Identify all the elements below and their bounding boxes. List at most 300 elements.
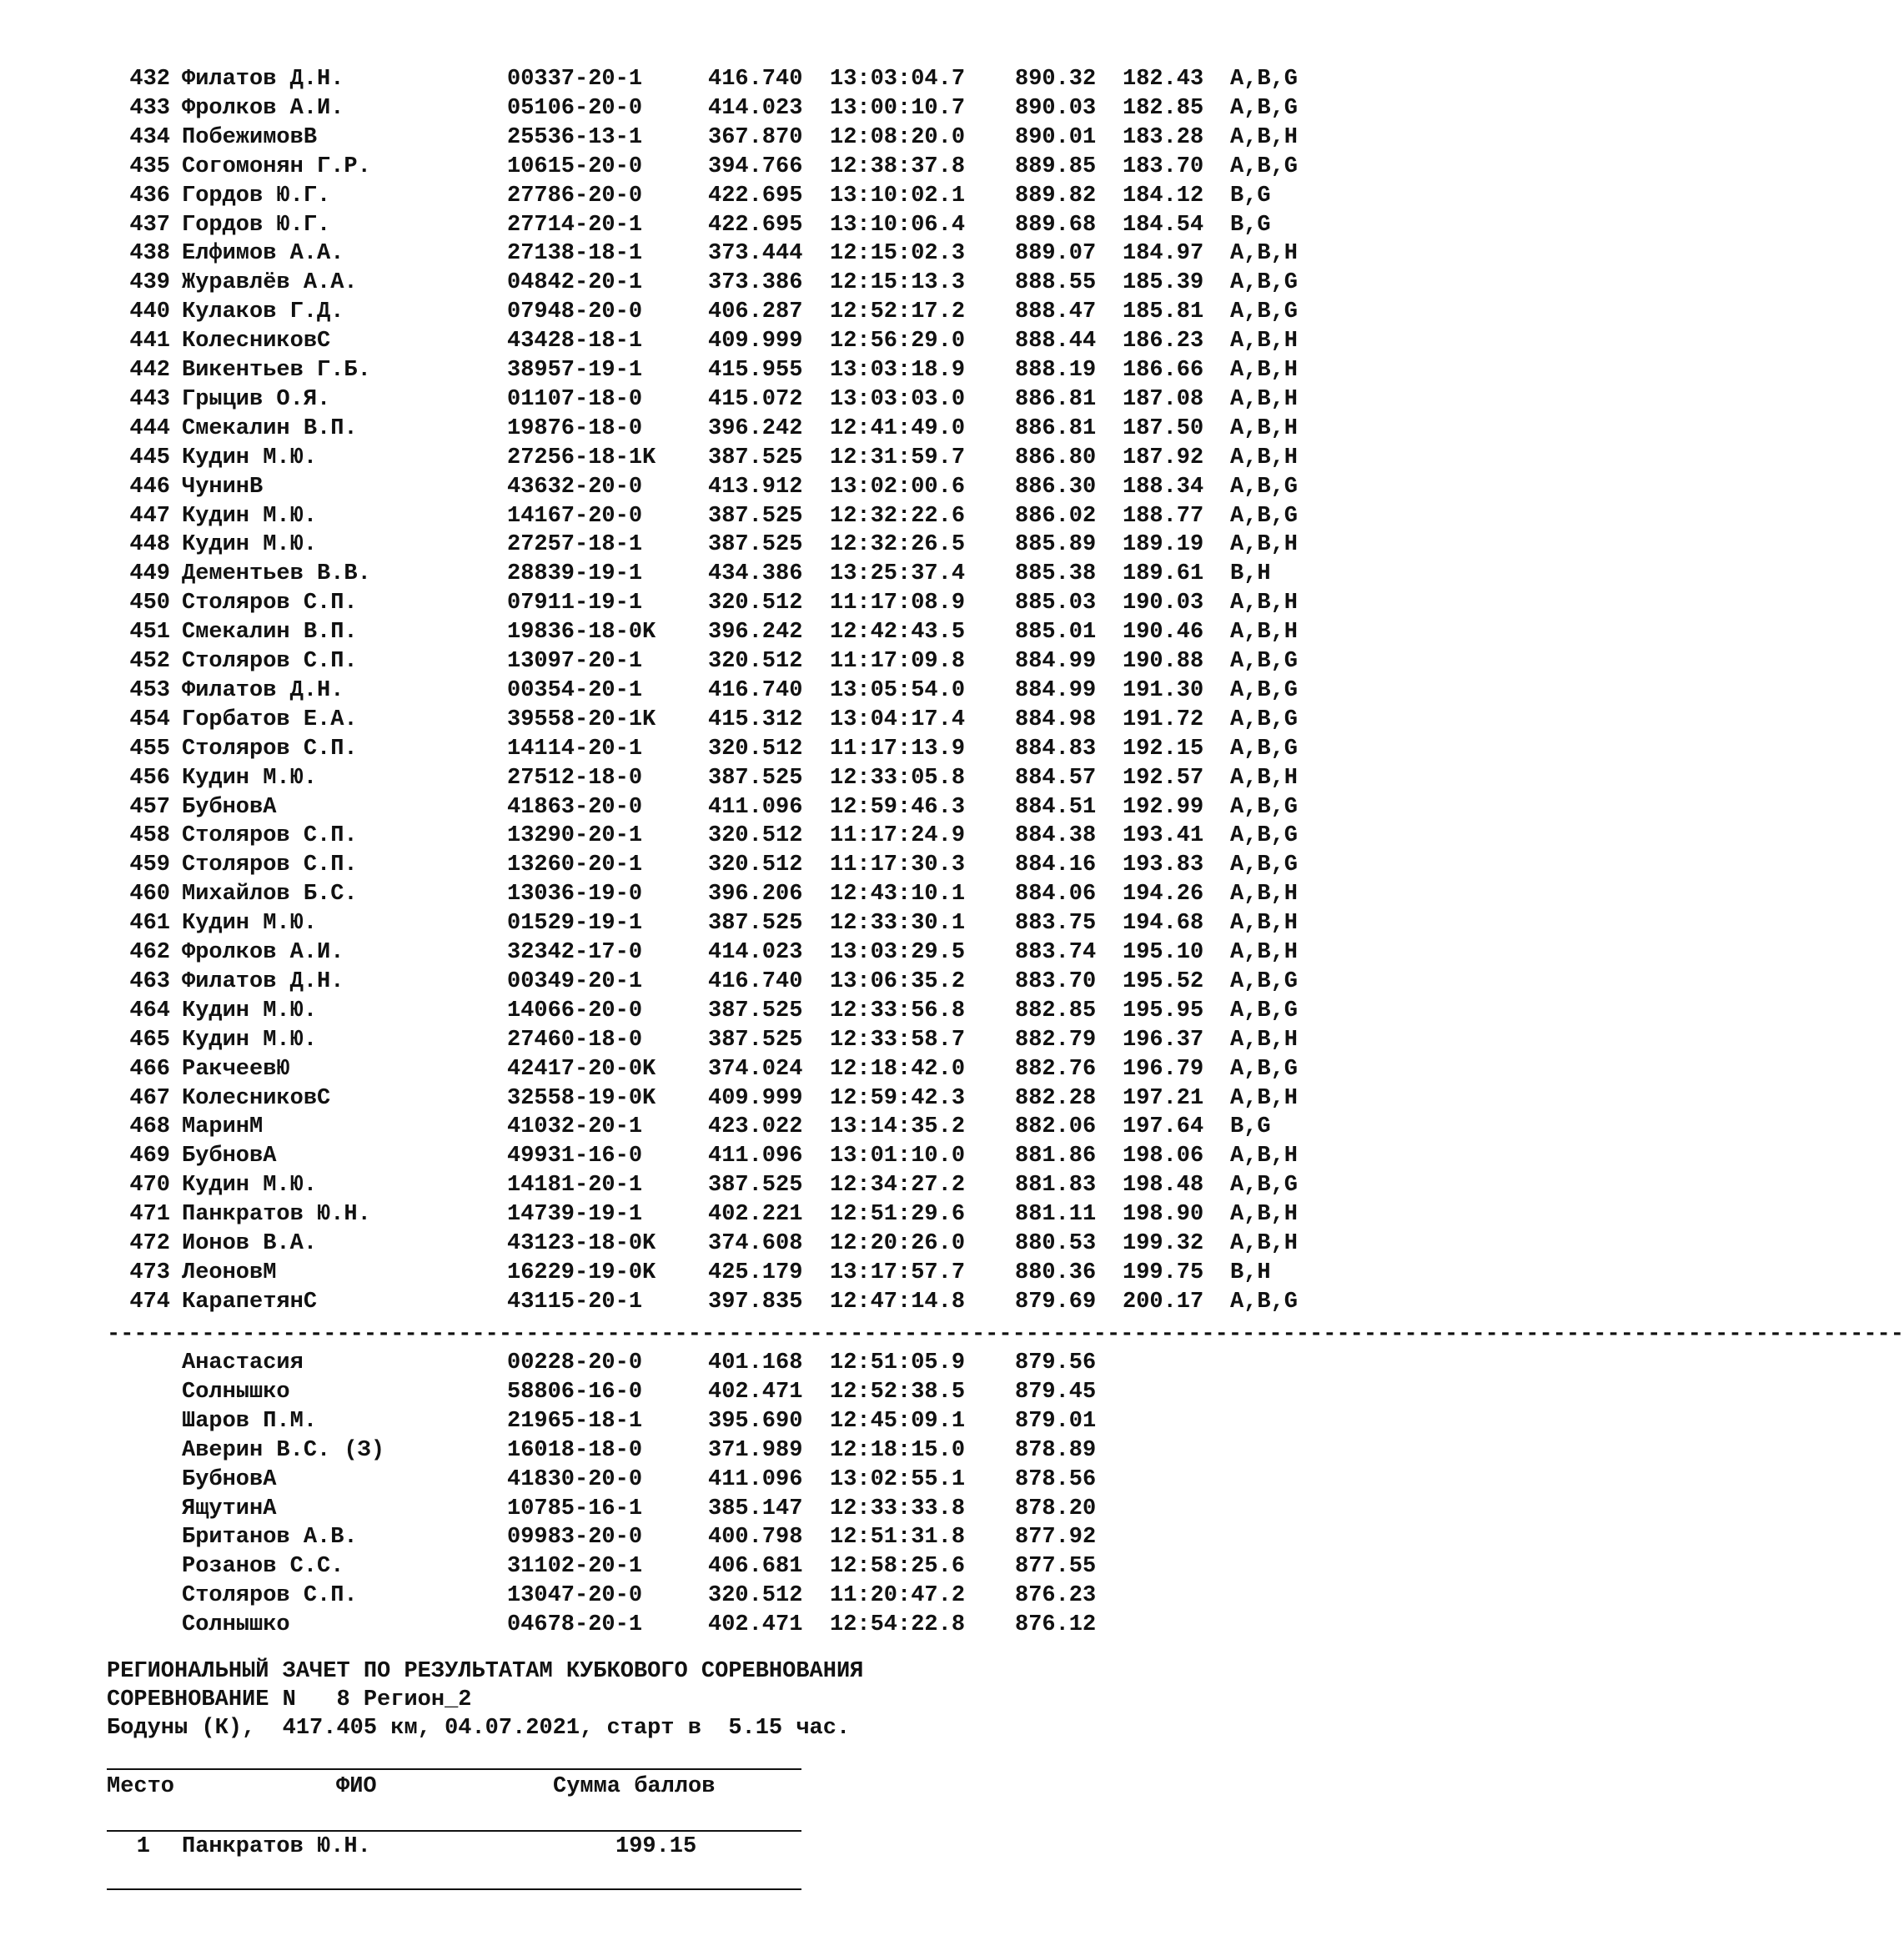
participant-name: Горбатов Е.А. [182,706,358,732]
ring-number: 14114-20-1 [507,736,643,762]
regional-fio: Панкратов Ю.Н. [182,1834,371,1859]
arrival-time: 13:17:57.7 [830,1260,966,1285]
distance: 373.444 [708,241,803,267]
distance: 415.312 [708,706,803,732]
distance: 416.740 [708,677,803,703]
place-number: 455 [129,736,170,762]
groups: A,B,G [1230,67,1299,92]
ring-number: 13047-20-0 [507,1583,643,1609]
arrival-time: 12:58:25.6 [830,1554,966,1580]
arrival-time: 13:14:35.2 [830,1114,966,1140]
ring-number: 32558-19-0K [507,1085,656,1111]
arrival-time: 12:43:10.1 [830,882,966,908]
place-number: 438 [129,241,170,267]
ring-number: 13260-20-1 [507,852,643,878]
speed: 886.30 [1015,474,1097,500]
groups: A,B,G [1230,852,1299,878]
separator-line: ------------------------------------------------------------------------------------------------------------------------------------- [107,1322,1904,1347]
points: 185.39 [1123,270,1204,296]
groups: A,B,G [1230,503,1299,529]
points: 187.08 [1123,386,1204,412]
points: 195.52 [1123,968,1204,994]
place-number: 454 [129,706,170,732]
groups: A,B,G [1230,1056,1299,1082]
speed: 885.38 [1015,561,1097,587]
points: 187.50 [1123,415,1204,441]
arrival-time: 13:04:17.4 [830,706,966,732]
participant-name: Британов А.В. [182,1525,358,1551]
arrival-time: 11:17:24.9 [830,823,966,849]
speed: 883.75 [1015,911,1097,937]
ring-number: 25536-13-1 [507,124,643,150]
distance: 411.096 [708,1144,803,1169]
regional-sum: 199.15 [615,1834,697,1859]
arrival-time: 12:18:15.0 [830,1437,966,1463]
points: 184.97 [1123,241,1204,267]
distance: 320.512 [708,1583,803,1609]
groups: A,B,H [1230,882,1299,908]
distance: 373.386 [708,270,803,296]
speed: 886.81 [1015,386,1097,412]
points: 182.43 [1123,67,1204,92]
arrival-time: 12:33:33.8 [830,1496,966,1521]
arrival-time: 13:03:04.7 [830,67,966,92]
participant-name: Шаров П.М. [182,1408,318,1434]
ring-number: 13097-20-1 [507,649,643,674]
points: 188.77 [1123,503,1204,529]
ring-number: 39558-20-1K [507,706,656,732]
column-header-place: Место [107,1774,175,1799]
arrival-time: 11:17:08.9 [830,591,966,616]
arrival-time: 12:33:58.7 [830,1027,966,1053]
distance: 396.242 [708,620,803,646]
participant-name: Столяров С.П. [182,852,358,878]
place-number: 472 [129,1231,170,1256]
participant-name: ЯщутинА [182,1496,277,1521]
groups: A,B,H [1230,765,1299,791]
place-number: 471 [129,1202,170,1228]
groups: A,B,H [1230,591,1299,616]
groups: A,B,H [1230,124,1299,150]
distance: 320.512 [708,823,803,849]
place-number: 446 [129,474,170,500]
table-rule-top [107,1768,801,1770]
place-number: 460 [129,882,170,908]
groups: A,B,G [1230,270,1299,296]
participant-name: Столяров С.П. [182,591,358,616]
ring-number: 16229-19-0K [507,1260,656,1285]
participant-name: Солнышко [182,1612,290,1638]
groups: A,B,H [1230,329,1299,354]
distance: 320.512 [708,852,803,878]
distance: 411.096 [708,1466,803,1492]
place-number: 456 [129,765,170,791]
groups: A,B,G [1230,1289,1299,1315]
participant-name: ЛеоновМ [182,1260,277,1285]
distance: 406.287 [708,299,803,325]
ring-number: 04842-20-1 [507,270,643,296]
points: 194.68 [1123,911,1204,937]
distance: 406.681 [708,1554,803,1580]
ring-number: 19836-18-0K [507,620,656,646]
participant-name: БубновА [182,794,277,820]
points: 186.66 [1123,358,1204,383]
place-number: 474 [129,1289,170,1315]
speed: 888.19 [1015,358,1097,383]
place-number: 437 [129,212,170,238]
arrival-time: 11:17:13.9 [830,736,966,762]
place-number: 462 [129,940,170,965]
distance: 387.525 [708,998,803,1023]
speed: 878.89 [1015,1437,1097,1463]
distance: 413.912 [708,474,803,500]
arrival-time: 12:34:27.2 [830,1173,966,1199]
participant-name: БубновА [182,1144,277,1169]
groups: A,B,G [1230,736,1299,762]
participant-name: Кудин М.Ю. [182,911,318,937]
participant-name: Панкратов Ю.Н. [182,1202,371,1228]
place-number: 449 [129,561,170,587]
participant-name: Викентьев Г.Б. [182,358,371,383]
place-number: 452 [129,649,170,674]
speed: 882.85 [1015,998,1097,1023]
participant-name: Кулаков Г.Д. [182,299,344,325]
ring-number: 58806-16-0 [507,1379,643,1405]
distance: 371.989 [708,1437,803,1463]
participant-name: Кудин М.Ю. [182,1027,318,1053]
speed: 876.12 [1015,1612,1097,1638]
speed: 884.51 [1015,794,1097,820]
regional-row [107,1833,801,1861]
speed: 879.56 [1015,1350,1097,1375]
distance: 374.024 [708,1056,803,1082]
speed: 880.36 [1015,1260,1097,1285]
arrival-time: 11:17:09.8 [830,649,966,674]
distance: 320.512 [708,591,803,616]
participant-name: Филатов Д.Н. [182,968,344,994]
participant-name: Филатов Д.Н. [182,677,344,703]
arrival-time: 12:33:05.8 [830,765,966,791]
ring-number: 07948-20-0 [507,299,643,325]
place-number: 464 [129,998,170,1023]
ring-number: 00337-20-1 [507,67,643,92]
points: 192.99 [1123,794,1204,820]
participant-name: Фролков А.И. [182,940,344,965]
points: 197.21 [1123,1085,1204,1111]
groups: A,B,H [1230,415,1299,441]
table-rule-header [107,1830,801,1832]
points: 187.92 [1123,445,1204,470]
speed: 881.83 [1015,1173,1097,1199]
points: 186.23 [1123,329,1204,354]
arrival-time: 13:25:37.4 [830,561,966,587]
place-number: 432 [129,67,170,92]
distance: 367.870 [708,124,803,150]
participant-name: Михайлов Б.С. [182,882,358,908]
speed: 878.20 [1015,1496,1097,1521]
speed: 879.69 [1015,1289,1097,1315]
participant-name: Столяров С.П. [182,823,358,849]
groups: A,B,G [1230,153,1299,179]
groups: A,B,H [1230,1231,1299,1256]
distance: 425.179 [708,1260,803,1285]
speed: 889.68 [1015,212,1097,238]
speed: 879.01 [1015,1408,1097,1434]
place-number: 469 [129,1144,170,1169]
groups: A,B,G [1230,968,1299,994]
points: 188.34 [1123,474,1204,500]
points: 196.79 [1123,1056,1204,1082]
arrival-time: 13:02:55.1 [830,1466,966,1492]
participant-name: Согомонян Г.Р. [182,153,371,179]
place-number: 468 [129,1114,170,1140]
distance: 415.072 [708,386,803,412]
distance: 387.525 [708,911,803,937]
arrival-time: 12:47:14.8 [830,1289,966,1315]
arrival-time: 12:32:22.6 [830,503,966,529]
participant-name: Смекалин В.П. [182,415,358,441]
place-number: 440 [129,299,170,325]
speed: 885.01 [1015,620,1097,646]
ring-number: 07911-19-1 [507,591,643,616]
distance: 409.999 [708,1085,803,1111]
ring-number: 13290-20-1 [507,823,643,849]
place-number: 461 [129,911,170,937]
participant-name: Анастасия [182,1350,304,1375]
speed: 890.03 [1015,95,1097,121]
place-number: 466 [129,1056,170,1082]
points: 182.85 [1123,95,1204,121]
place-number: 451 [129,620,170,646]
arrival-time: 13:06:35.2 [830,968,966,994]
arrival-time: 12:51:05.9 [830,1350,966,1375]
place-number: 434 [129,124,170,150]
distance: 396.206 [708,882,803,908]
arrival-time: 13:10:06.4 [830,212,966,238]
arrival-time: 12:33:30.1 [830,911,966,937]
groups: A,B,G [1230,794,1299,820]
groups: A,B,H [1230,358,1299,383]
speed: 881.11 [1015,1202,1097,1228]
regional-place: 1 [136,1834,150,1859]
groups: B,H [1230,1260,1271,1285]
arrival-time: 12:59:46.3 [830,794,966,820]
groups: A,B,G [1230,474,1299,500]
place-number: 459 [129,852,170,878]
arrival-time: 12:31:59.7 [830,445,966,470]
groups: A,B,H [1230,1144,1299,1169]
distance: 320.512 [708,736,803,762]
participant-name: БубновА [182,1466,277,1492]
ring-number: 32342-17-0 [507,940,643,965]
arrival-time: 12:32:26.5 [830,532,966,558]
participant-name: Розанов С.С. [182,1554,344,1580]
points: 192.57 [1123,765,1204,791]
speed: 882.76 [1015,1056,1097,1082]
groups: A,B,H [1230,620,1299,646]
distance: 387.525 [708,532,803,558]
column-header-fio: ФИО [336,1774,377,1799]
distance: 402.221 [708,1202,803,1228]
speed: 889.07 [1015,241,1097,267]
place-number: 473 [129,1260,170,1285]
arrival-time: 12:51:31.8 [830,1525,966,1551]
place-number: 444 [129,415,170,441]
distance: 387.525 [708,445,803,470]
distance: 374.608 [708,1231,803,1256]
speed: 883.74 [1015,940,1097,965]
distance: 387.525 [708,1173,803,1199]
points: 185.81 [1123,299,1204,325]
speed: 888.55 [1015,270,1097,296]
speed: 886.02 [1015,503,1097,529]
speed: 882.28 [1015,1085,1097,1111]
ring-number: 27138-18-1 [507,241,643,267]
participant-name: МаринМ [182,1114,264,1140]
ring-number: 09983-20-0 [507,1525,643,1551]
place-number: 447 [129,503,170,529]
speed: 877.92 [1015,1525,1097,1551]
speed: 888.44 [1015,329,1097,354]
ring-number: 27460-18-0 [507,1027,643,1053]
ring-number: 27256-18-1K [507,445,656,470]
distance: 402.471 [708,1379,803,1405]
distance: 395.690 [708,1408,803,1434]
points: 200.17 [1123,1289,1204,1315]
participant-name: Журавлёв А.А. [182,270,358,296]
speed: 882.06 [1015,1114,1097,1140]
groups: A,B,G [1230,299,1299,325]
speed: 884.83 [1015,736,1097,762]
ring-number: 00354-20-1 [507,677,643,703]
groups: A,B,H [1230,940,1299,965]
distance: 422.695 [708,212,803,238]
place-number: 463 [129,968,170,994]
arrival-time: 12:20:26.0 [830,1231,966,1256]
points: 192.15 [1123,736,1204,762]
ring-number: 27512-18-0 [507,765,643,791]
ring-number: 10615-20-0 [507,153,643,179]
distance: 320.512 [708,649,803,674]
ring-number: 05106-20-0 [507,95,643,121]
points: 198.48 [1123,1173,1204,1199]
place-number: 435 [129,153,170,179]
arrival-time: 13:00:10.7 [830,95,966,121]
points: 189.61 [1123,561,1204,587]
participant-name: ЧунинВ [182,474,264,500]
ring-number: 41863-20-0 [507,794,643,820]
speed: 886.81 [1015,415,1097,441]
participant-name: Ионов В.А. [182,1231,318,1256]
groups: B,G [1230,183,1271,209]
arrival-time: 13:03:03.0 [830,386,966,412]
arrival-time: 12:38:37.8 [830,153,966,179]
ring-number: 14066-20-0 [507,998,643,1023]
arrival-time: 11:20:47.2 [830,1583,966,1609]
participant-name: Столяров С.П. [182,649,358,674]
points: 191.30 [1123,677,1204,703]
ring-number: 10785-16-1 [507,1496,643,1521]
arrival-time: 12:51:29.6 [830,1202,966,1228]
competition-details: Бодуны (К), 417.405 км, 04.07.2021, старт в 5.15 час. [107,1716,851,1741]
participant-name: Кудин М.Ю. [182,765,318,791]
column-header-sum: Сумма баллов [553,1774,716,1799]
arrival-time: 13:05:54.0 [830,677,966,703]
points: 195.95 [1123,998,1204,1023]
speed: 879.45 [1015,1379,1097,1405]
distance: 397.835 [708,1289,803,1315]
arrival-time: 11:17:30.3 [830,852,966,878]
points: 193.41 [1123,823,1204,849]
groups: A,B,G [1230,706,1299,732]
distance: 415.955 [708,358,803,383]
participant-name: Кудин М.Ю. [182,532,318,558]
ring-number: 19876-18-0 [507,415,643,441]
ring-number: 27714-20-1 [507,212,643,238]
distance: 387.525 [708,1027,803,1053]
points: 198.06 [1123,1144,1204,1169]
groups: A,B,H [1230,445,1299,470]
arrival-time: 12:42:43.5 [830,620,966,646]
distance: 394.766 [708,153,803,179]
groups: B,G [1230,1114,1271,1140]
arrival-time: 12:54:22.8 [830,1612,966,1638]
competition-number: СОРЕВНОВАНИЕ N 8 Регион_2 [107,1687,472,1712]
ring-number: 14181-20-1 [507,1173,643,1199]
participant-name: РакчеевЮ [182,1056,290,1082]
place-number: 448 [129,532,170,558]
groups: A,B,G [1230,998,1299,1023]
speed: 884.06 [1015,882,1097,908]
points: 195.10 [1123,940,1204,965]
ring-number: 01107-18-0 [507,386,643,412]
groups: A,B,H [1230,1027,1299,1053]
groups: A,B,H [1230,911,1299,937]
arrival-time: 12:52:17.2 [830,299,966,325]
arrival-time: 12:18:42.0 [830,1056,966,1082]
points: 198.90 [1123,1202,1204,1228]
arrival-time: 12:33:56.8 [830,998,966,1023]
speed: 889.85 [1015,153,1097,179]
ring-number: 27786-20-0 [507,183,643,209]
place-number: 439 [129,270,170,296]
points: 183.28 [1123,124,1204,150]
place-number: 442 [129,358,170,383]
participant-name: ПобежимовВ [182,124,318,150]
distance: 414.023 [708,940,803,965]
points: 191.72 [1123,706,1204,732]
groups: A,B,H [1230,241,1299,267]
points: 184.54 [1123,212,1204,238]
participant-name: Смекалин В.П. [182,620,358,646]
place-number: 457 [129,794,170,820]
place-number: 441 [129,329,170,354]
points: 199.75 [1123,1260,1204,1285]
distance: 385.147 [708,1496,803,1521]
speed: 881.86 [1015,1144,1097,1169]
ring-number: 41032-20-1 [507,1114,643,1140]
groups: A,B,G [1230,649,1299,674]
points: 193.83 [1123,852,1204,878]
speed: 882.79 [1015,1027,1097,1053]
speed: 878.56 [1015,1466,1097,1492]
speed: 880.53 [1015,1231,1097,1256]
place-number: 467 [129,1085,170,1111]
speed: 884.99 [1015,677,1097,703]
ring-number: 00349-20-1 [507,968,643,994]
participant-name: Кудин М.Ю. [182,1173,318,1199]
ring-number: 04678-20-1 [507,1612,643,1638]
